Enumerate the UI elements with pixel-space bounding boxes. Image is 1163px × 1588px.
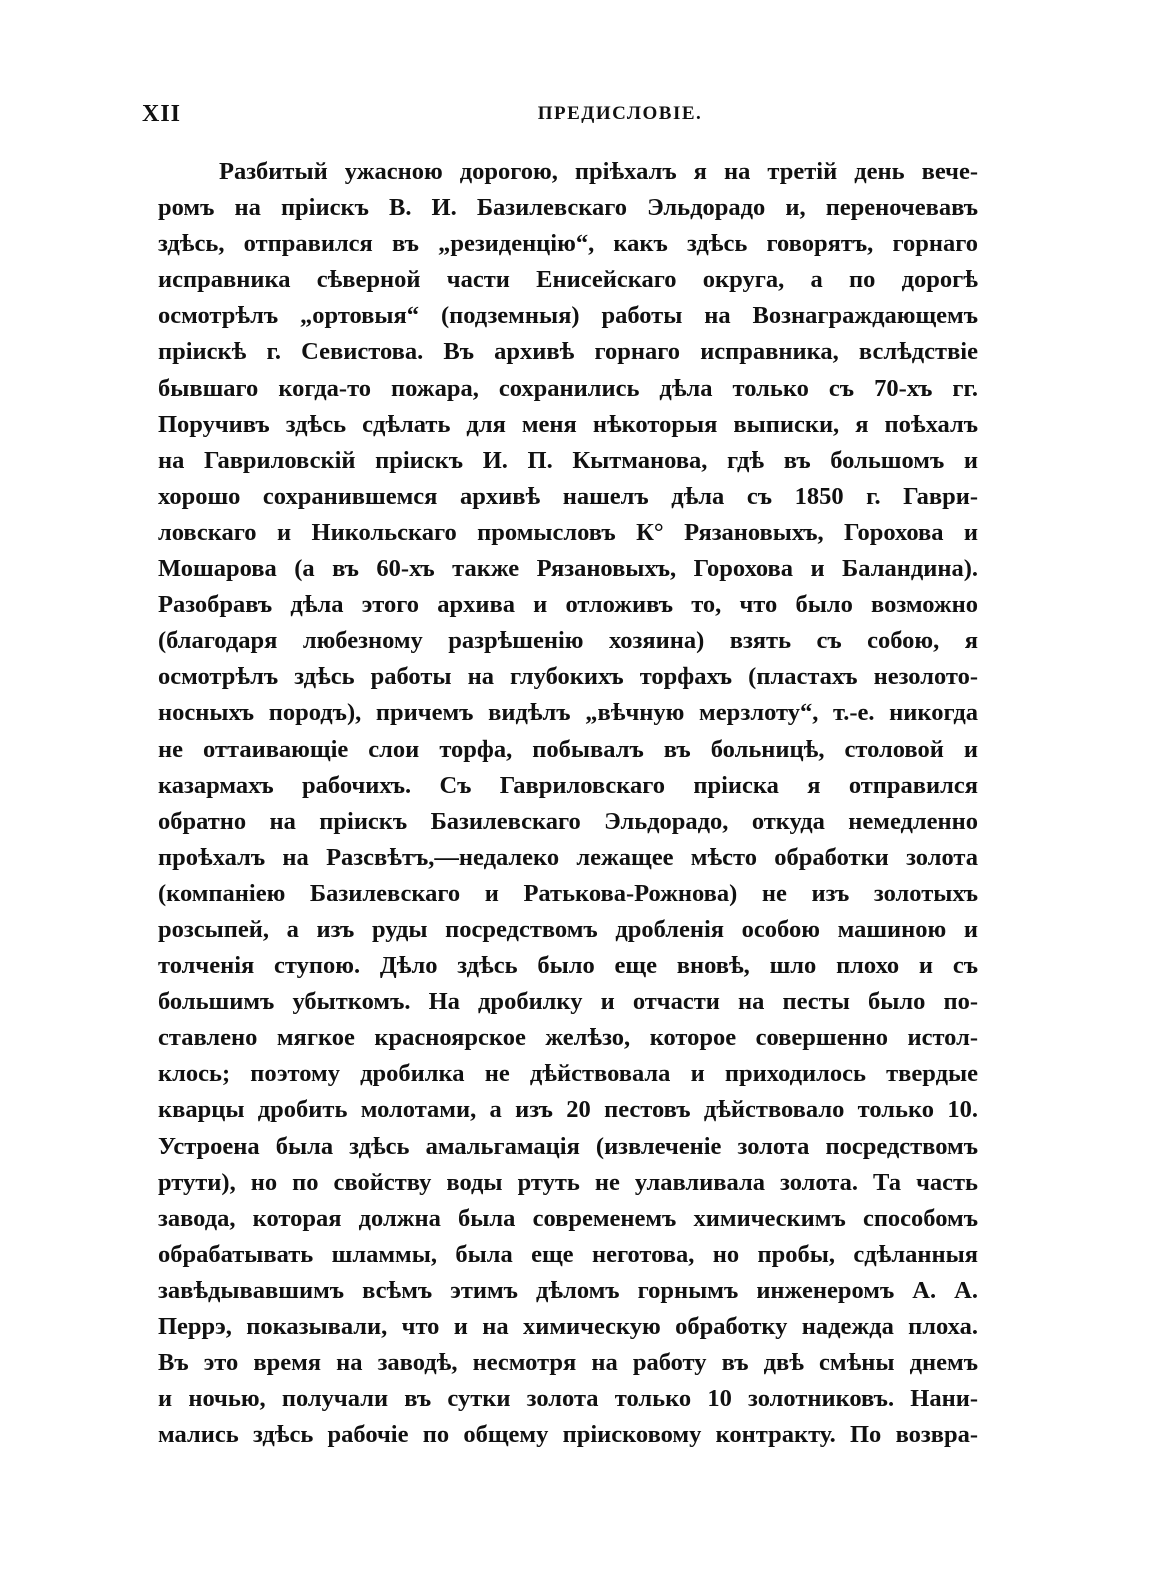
text-line: завода, которая должна была современемъ химическимъ способомъ	[158, 1204, 978, 1232]
text-line: (компаніею Базилевскаго и Ратькова-Рожнова) не изъ золотыхъ	[158, 879, 978, 907]
text-line: осмотрѣлъ „ортовыя“ (подземныя) работы на Вознаграждающемъ	[158, 302, 978, 330]
text-line: ромъ на пріискъ В. И. Базилевскаго Эльдорадо и, переночевавъ	[158, 194, 978, 222]
text-line: Разбитый ужасною дорогою, пріѣхалъ я на третій день вече-	[219, 158, 978, 185]
text-line: обрабатывать шламмы, была еще неготова, но пробы, сдѣланныя	[158, 1240, 978, 1268]
text-line: носныхъ породъ), причемъ видѣлъ „вѣчную мерзлоту“, т.-е. никогда	[158, 699, 978, 727]
text-line: Мошарова (а въ 60-хъ также Рязановыхъ, Горохова и Баландина).	[158, 555, 978, 583]
text-line: Разобравъ дѣла этого архива и отложивъ то, что было возможно	[158, 591, 978, 619]
text-line: ставлено мягкое красноярское желѣзо, которое совершенно истол-	[158, 1024, 978, 1052]
text-line: на Гавриловскій пріискъ И. П. Кытманова, гдѣ въ большомъ и	[158, 446, 978, 474]
text-line: бывшаго когда-то пожара, сохранились дѣла только съ 70-хъ гг.	[158, 374, 978, 402]
text-line: Перрэ, показывали, что и на химическую обработку надежда плоха.	[158, 1313, 978, 1340]
text-line: проѣхалъ на Разсвѣтъ,—недалеко лежащее мѣсто обработки золота	[158, 843, 978, 871]
text-line: здѣсь, отправился въ „резиденцію“, какъ здѣсь говорятъ, горнаго	[158, 230, 978, 258]
text-line: хорошо сохранившемся архивѣ нашелъ дѣла съ 1850 г. Гаври-	[158, 482, 978, 510]
page-number: XII	[142, 101, 182, 127]
text-line: ртути), но по свойству воды ртуть не улавливала золота. Та часть	[158, 1168, 978, 1196]
text-line: ловскаго и Никольскаго промысловъ К° Рязановыхъ, Горохова и	[158, 518, 978, 546]
text-line: не оттаивающіе слои торфа, побывалъ въ больницѣ, столовой и	[158, 735, 978, 763]
text-line: завѣдывавшимъ всѣмъ этимъ дѣломъ горнымъ инженеромъ А. А.	[158, 1276, 978, 1304]
running-head	[142, 101, 1012, 131]
text-line: большимъ убыткомъ. На дробилку и отчасти на песты было по-	[158, 988, 978, 1016]
body-text	[158, 154, 978, 1453]
text-line: Въ это время на заводѣ, несмотря на работу въ двѣ смѣны днемъ	[158, 1349, 978, 1377]
text-line: и ночью, получали въ сутки золота только 10 золотниковъ. Нани-	[158, 1385, 978, 1413]
text-line: мались здѣсь рабочіе по общему пріисковому контракту. По возвра-	[158, 1421, 978, 1449]
text-line: толченія ступою. Дѣло здѣсь было еще вновѣ, шло плохо и съ	[158, 952, 978, 980]
text-line: осмотрѣлъ здѣсь работы на глубокихъ торфахъ (пластахъ незолото-	[158, 663, 978, 691]
text-line: розсыпей, а изъ руды посредствомъ дробленія особою машиною и	[158, 915, 978, 943]
text-line: пріискѣ г. Севистова. Въ архивѣ горнаго исправника, вслѣдствіе	[158, 338, 978, 366]
text-line: исправника сѣверной части Енисейскаго округа, а по дорогѣ	[158, 266, 978, 294]
text-line: кварцы дробить молотами, а изъ 20 пестовъ дѣйствовало только 10.	[158, 1096, 978, 1124]
running-title: ПРЕДИСЛОВІЕ.	[537, 103, 703, 124]
text-line: казармахъ рабочихъ. Съ Гавриловскаго пріиска я отправился	[158, 771, 978, 799]
text-line: клось; поэтому дробилка не дѣйствовала и приходилось твердые	[158, 1060, 978, 1088]
text-line: обратно на пріискъ Базилевскаго Эльдорадо, откуда немедленно	[158, 807, 978, 835]
text-line: Поручивъ здѣсь сдѣлать для меня нѣкоторыя выписки, я поѣхалъ	[158, 410, 978, 438]
text-line: Устроена была здѣсь амальгамація (извлеченіе золота посредствомъ	[158, 1132, 978, 1160]
text-line: (благодаря любезному разрѣшенію хозяина) взять съ собою, я	[158, 627, 978, 655]
